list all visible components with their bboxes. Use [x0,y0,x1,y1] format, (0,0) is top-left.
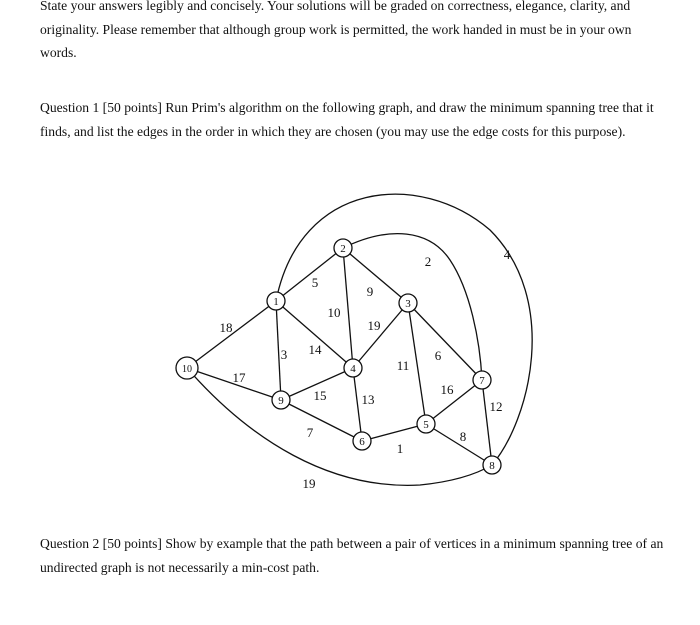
edge-weight-1-10: 18 [219,320,233,335]
graph-edge-9-6 [281,400,362,441]
node-label: 4 [350,362,356,375]
graph-node-8 [483,456,501,474]
graph-edge-1-8 [276,194,532,465]
edge-weight-6-5: 1 [396,441,404,456]
edge-weight-1-2: 5 [311,275,319,290]
edge-weight-3-7: 6 [434,348,442,363]
instructions-paragraph: State your answers legibly and concisely. Your solutions will be graded on correctness, elegance, clarity, and originality. Please remember that although group work is permitted, the work handed in must be in your own words. [40,0,632,60]
edge-weight-1-9: 3 [280,347,288,362]
question-1-text: Question 1 [50 points] Run Prim's algorithm on the following graph, and draw the minimum spanning tree that it finds, and list the edges in the order in which they are chosen (you may use the edge costs for this purpose). [40,100,654,139]
graph-edge-1-2 [276,248,343,301]
node-label: 9 [278,394,284,407]
graph-node-2 [334,239,352,257]
edge-weight-2-3: 9 [366,284,374,299]
edge-weight-3-5: 11 [396,358,410,373]
node-label: 6 [359,435,365,448]
edge-weight-7-8: 12 [489,399,503,414]
node-label: 8 [489,459,495,472]
graph-edge-5-7 [426,380,482,424]
edge-weight-1-8: 4 [503,247,511,262]
question-2-text: Question 2 [50 points] Show by example that the path between a pair of vertices in a minimum spanning tree of an undirected graph is not necessarily a min-cost path. [40,536,664,575]
graph-node-6 [353,432,371,450]
graph-edge-7-8 [482,380,492,465]
edge-weight-4-6: 13 [361,392,375,407]
node-label: 5 [423,418,429,431]
edge-weight-5-7: 16 [440,382,454,397]
graph-edge-3-5 [408,303,426,424]
graph-edge-1-4 [276,301,353,368]
edge-weight-10-8: 19 [302,476,316,491]
edge-weight-3-4: 19 [367,318,381,333]
graph-node-3 [399,294,417,312]
graph-node-9 [272,391,290,409]
node-label: 10 [182,363,192,375]
edge-weight-2-4: 10 [327,305,341,320]
graph-edge-6-5 [362,424,426,441]
graph-node-5 [417,415,435,433]
graph-node-1 [267,292,285,310]
edge-weight-1-4: 14 [308,342,322,357]
graph-edge-2-4 [343,248,353,368]
edge-weight-2-7: 2 [424,254,432,269]
graph-node-7 [473,371,491,389]
graph-node-10 [176,357,198,379]
edge-weight-10-9: 17 [232,370,246,385]
node-label: 3 [405,297,411,310]
edge-weight-9-6: 7 [306,425,314,440]
node-label: 1 [273,295,279,308]
graph-edge-3-7 [408,303,482,380]
edge-weight-5-8: 8 [459,429,467,444]
node-label: 2 [340,242,346,255]
node-label: 7 [479,374,485,387]
graph-edge-2-3 [343,248,408,303]
graph-node-4 [344,359,362,377]
edge-weight-9-4: 15 [313,388,327,403]
